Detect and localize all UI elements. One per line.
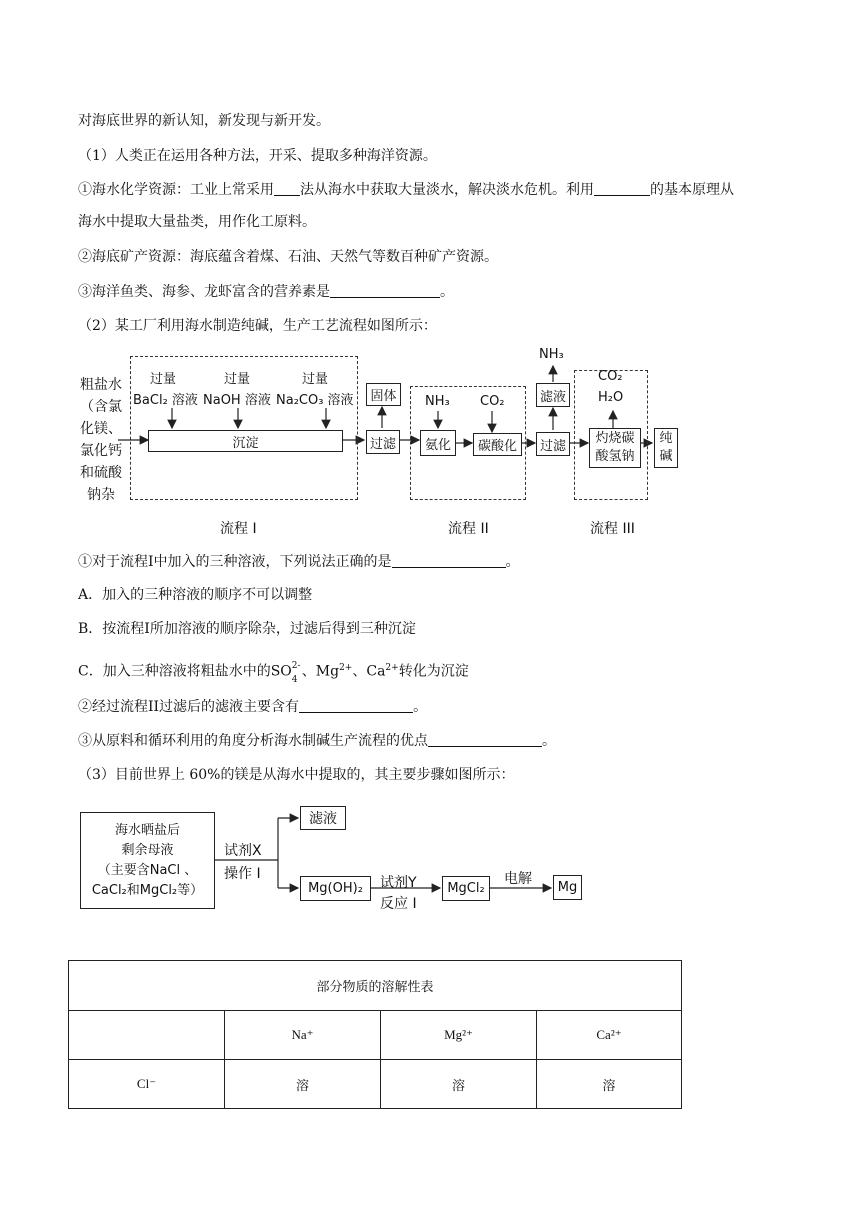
soda-ash-box: 纯 碱 — [654, 428, 678, 468]
ammoniation-box: 氨化 — [420, 430, 456, 456]
reagent-x-label: 试剂X — [224, 843, 262, 859]
q3-title: （3）目前世界上 60%的镁是从海水中提取的，其主要步骤如图所示： — [78, 767, 515, 783]
reaction-label: 反应 I — [380, 896, 417, 912]
mg-filtrate-box: 滤液 — [300, 806, 346, 830]
mgcl2-box: MgCl₂ — [442, 876, 490, 901]
table-header-row — [69, 1011, 682, 1060]
table-header-cell: Ca²⁺ — [537, 1011, 682, 1060]
table-cell: 溶 — [537, 1060, 682, 1109]
mg-box: Mg — [553, 875, 582, 900]
flow1-label: 流程 I — [220, 521, 257, 537]
co2-output: CO₂ — [598, 369, 623, 384]
excess-label-1: 过量 — [150, 372, 177, 387]
intro-text: 对海底世界的新认知，新发现与新开发。 — [78, 113, 330, 129]
q1-item2: ②海底矿产资源：海底蕴含着煤、石油、天然气等数百种矿产资源。 — [78, 249, 498, 265]
q2-title: （2）某工厂利用海水制造纯碱，生产工艺流程如图所示： — [78, 318, 437, 334]
table-caption: 部分物质的溶解性表 — [69, 961, 682, 1011]
electrolysis-label: 电解 — [504, 871, 532, 887]
co2-input: CO₂ — [480, 394, 505, 409]
table-cell: 溶 — [381, 1060, 537, 1109]
q1-item3: ③海洋鱼类、海参、龙虾富含的营养素是 。 — [78, 284, 454, 300]
table-header-cell: Na⁺ — [225, 1011, 381, 1060]
filtrate-box: 滤液 — [536, 383, 570, 407]
q1-item1-line2: 海水中提取大量盐类，用作化工原料。 — [78, 214, 316, 230]
table-header-cell: Mg²⁺ — [381, 1011, 537, 1060]
carbonation-box: 碳酸化 — [473, 433, 522, 456]
table-header-cell — [69, 1011, 225, 1060]
q2-sub2: ②经过流程II过滤后的滤液主要含有 。 — [78, 699, 428, 715]
q1-title: （1）人类正在运用各种方法，开采、提取多种海洋资源。 — [78, 148, 437, 164]
option-b: B．按流程I所加溶液的顺序除杂，过滤后得到三种沉淀 — [78, 621, 416, 637]
na2co3-reagent: Na₂CO₃ 溶液 — [276, 393, 354, 408]
raw-brine-label: 粗盐水 （含氯 化镁、 氯化钙 和硫酸 钠杂 — [80, 377, 122, 503]
calcine-box: 灼烧碳 酸氢钠 — [589, 428, 641, 468]
naoh-reagent: NaOH 溶液 — [203, 393, 271, 408]
filter-box-1: 过滤 — [366, 430, 400, 454]
option-c: C．加入三种溶液将粗盐水中的SO 2- 4 、$Mg^{2+}$、$Ca^{2+}$转化为沉淀 — [78, 660, 469, 685]
option-a: A．加入的三种溶液的顺序不可以调整 — [78, 587, 313, 603]
table-cell: Cl⁻ — [69, 1060, 225, 1109]
q1-item1: ①海水化学资源：工业上常采用 法从海水中获取大量淡水，解决淡水危机。利用 的基本原理从 — [78, 182, 734, 198]
excess-label-2: 过量 — [224, 372, 251, 387]
filter-box-2: 过滤 — [536, 432, 570, 456]
reagent-y-label: 试剂Y — [380, 875, 417, 891]
table-cell: 溶 — [225, 1060, 381, 1109]
mgoh2-box: Mg(OH)₂ — [300, 876, 371, 901]
nh3-input: NH₃ — [425, 394, 450, 409]
precipitate-box: 沉淀 — [148, 430, 343, 452]
table-row — [69, 1060, 682, 1109]
flow2-label: 流程 II — [448, 521, 489, 537]
nh3-output: NH₃ — [539, 347, 564, 362]
mother-liquor-box: 海水晒盐后 剩余母液 （主要含NaCl 、 CaCl₂和MgCl₂等） — [80, 812, 215, 909]
excess-label-3: 过量 — [302, 372, 329, 387]
flow3-label: 流程 III — [590, 521, 635, 537]
solubility-table — [68, 960, 682, 1109]
h2o-output: H₂O — [598, 390, 624, 405]
q2-sub3: ③从原料和循环利用的角度分析海水制碱生产流程的优点 。 — [78, 733, 556, 749]
solid-box: 固体 — [366, 383, 401, 406]
bacl2-reagent: BaCl₂ 溶液 — [133, 393, 198, 408]
q2-sub1: ①对于流程I中加入的三种溶液，下列说法正确的是 。 — [78, 554, 520, 570]
operation-label: 操作 I — [224, 866, 261, 882]
